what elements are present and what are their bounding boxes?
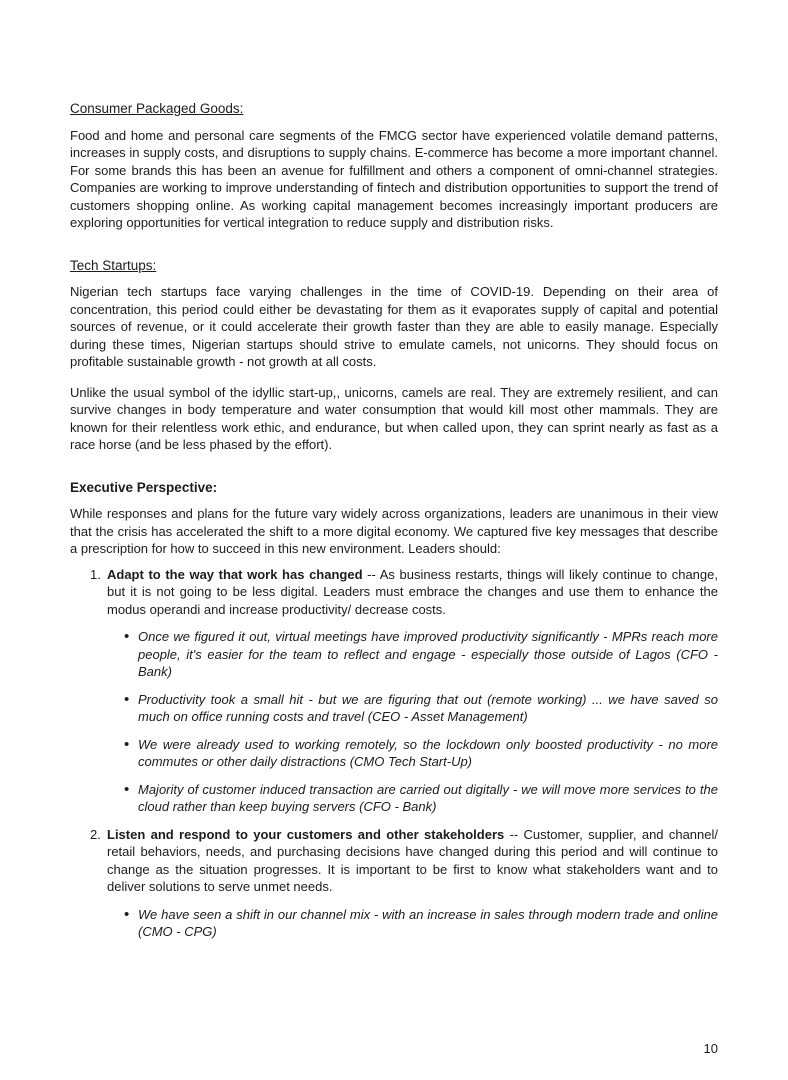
quote-bullet-5 — [70, 906, 718, 941]
quote-bullet-3-text: We were already used to working remotely, so the lockdown only boosted productivity - no more commutes or other daily distractions (CMO Tech Start-Up) — [138, 736, 718, 769]
paragraph-exec-intro: While responses and plans for the future vary widely across organizations, leaders are unanimous in their view that the crisis has accelerated the shift to a more digital economy. We captured five key messages that describe a prescription for how to succeed in this new environment. Leaders should: — [70, 506, 718, 556]
numbered-item-1 — [70, 566, 718, 619]
bullet-marker: • — [124, 780, 130, 798]
paragraph-cpg: Food and home and personal care segments of the FMCG sector have experienced volatile demand patterns, increases in supply costs, and disruptions to supply chains. E-commerce has become a more important channel. For some brands this has been an avenue for fulfillment and others a component of omni-channel strategies. Companies are working to improve understanding of fintech and distribution opportunities to support the trend of customers shopping online. As working capital management becomes increasingly important producers are exploring opportunities for vertical integration to reduce supply and distribution risks. — [70, 127, 718, 230]
quote-bullet-4-text: Majority of customer induced transaction are carried out digitally - we will move more services to the cloud rather than keep buying servers (CFO - Bank) — [138, 781, 718, 814]
quote-bullet-5-text: We have seen a shift in our channel mix - with an increase in sales through modern trade and online (CMO - CPG) — [138, 906, 718, 939]
quote-bullet-3 — [70, 736, 718, 771]
document-content — [70, 100, 718, 951]
numbered-item-2-rest: -- Customer, supplier, and channel/ retail behaviors, needs, and purchasing decisions have changed during this period and will continue to change as the situation progresses. It is important to be first to know what stakeholders want and to deliver solutions to serve unmet needs. — [107, 826, 718, 894]
page-number: 10 — [703, 1041, 718, 1056]
bullet-marker: • — [124, 628, 130, 645]
quote-bullet-4 — [70, 781, 718, 816]
bullet-marker: • — [124, 735, 130, 753]
numbered-item-2-text — [107, 826, 718, 896]
numbered-item-1-text — [107, 566, 718, 619]
quote-bullet-1-text: Once we figured it out, virtual meetings have improved productivity significantly - MPRs reach more people, it's easier for the team to reflect and engage - especially those outside of Lagos (CFO - Bank) — [138, 629, 718, 679]
paragraph-tech-2: Unlike the usual symbol of the idyllic start-up,, unicorns, camels are real. They are extremely resilient, and can survive changes in body temperature and water consumption that would kill most other mammals. They are known for their relentless work ethic, and endurance, but when called upon, they can sprint nearly as fast as a race horse (and be less phased by the effort). — [70, 384, 718, 452]
numbered-item-1-rest: -- As business restarts, things will likely continue to change, but it is not going to be less digital. Leaders must embrace the changes and use them to enhance the modus operandi and increase productivity/ decrease costs. — [107, 566, 718, 617]
heading-executive-perspective: Executive Perspective: — [70, 479, 218, 495]
quote-bullet-1 — [70, 628, 718, 681]
heading-tech-startups: Tech Startups: — [70, 257, 157, 273]
numbered-item-2 — [70, 826, 718, 896]
paragraph-tech-1: Nigerian tech startups face varying challenges in the time of COVID-19. Depending on their area of concentration, this period could either be devastating for them as it evaporates supply of capital and potential sources of revenue, or it could accelerate their growth faster than they are able to easily manage. Especially during these times, Nigerian startups should strive to emulate camels, not unicorns. They should focus on profitable sustainable growth - not growth at all costs. — [70, 284, 718, 369]
numbered-item-2-marker: 2. — [90, 826, 101, 842]
numbered-item-1-marker: 1. — [90, 566, 101, 582]
heading-consumer-packaged-goods: Consumer Packaged Goods: — [70, 101, 244, 116]
bullet-marker: • — [124, 690, 130, 708]
quote-bullet-2-text: Productivity took a small hit - but we are figuring that out (remote working) ... we have saved so much on office running costs and travel (CEO - Asset Management) — [138, 691, 718, 724]
numbered-item-2-lead: Listen and respond to your customers and other stakeholders — [107, 826, 505, 842]
numbered-item-1-lead: Adapt to the way that work has changed — [107, 566, 363, 582]
bullet-marker: • — [124, 905, 130, 923]
quote-bullet-2 — [70, 691, 718, 726]
